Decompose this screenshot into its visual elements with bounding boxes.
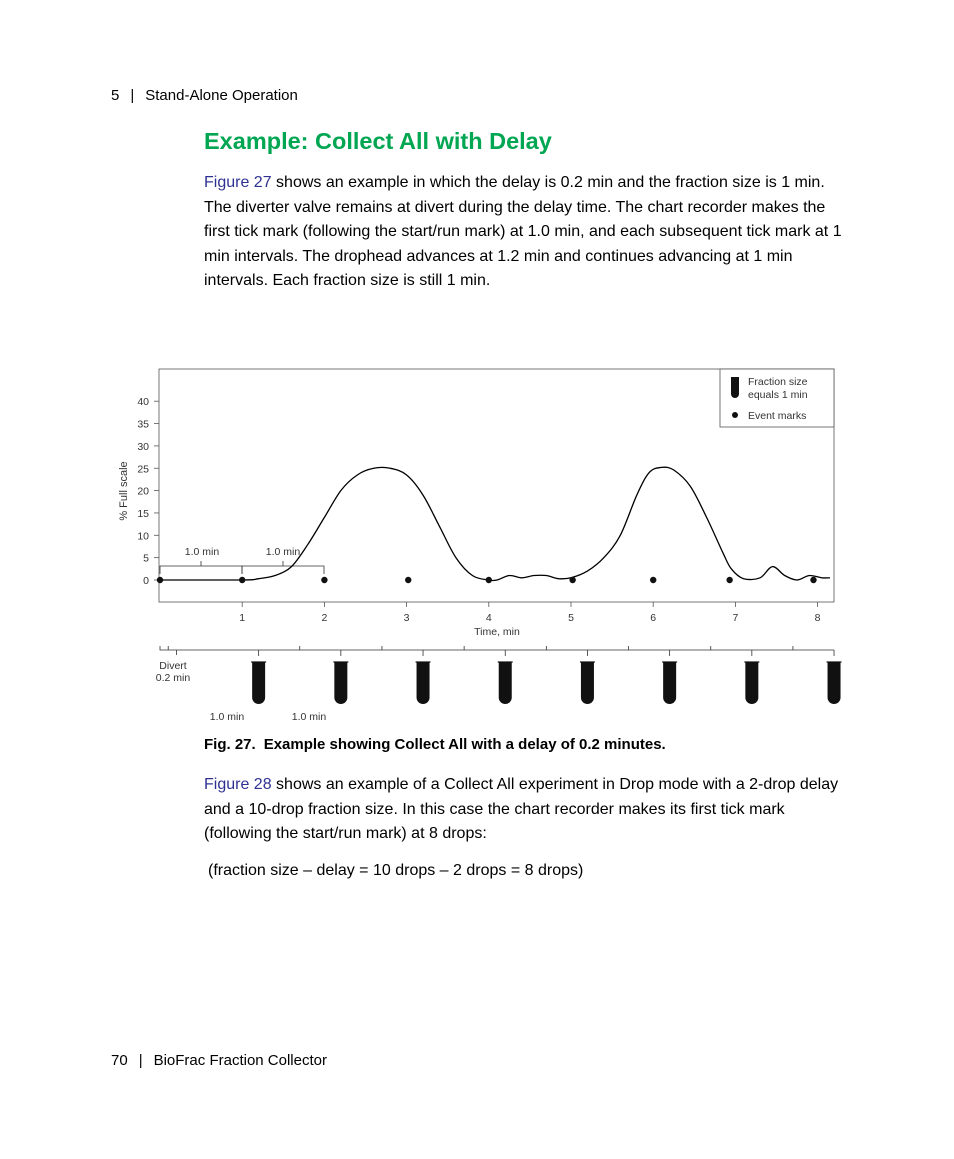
fraction-tube-icon <box>499 662 512 704</box>
figure-28-link[interactable]: Figure 28 <box>204 776 272 793</box>
caption-label: Fig. 27. <box>204 736 256 753</box>
figure-caption <box>204 736 666 753</box>
legend-dot-icon <box>732 412 738 418</box>
interval-label: 1.0 min <box>184 546 220 558</box>
event-mark <box>569 577 575 583</box>
y-tick-label: 0 <box>143 575 149 587</box>
x-tick-label: 4 <box>485 612 492 624</box>
page-number: 70 <box>111 1052 128 1069</box>
legend <box>720 369 834 427</box>
divert-label-line1: Divert <box>159 660 187 672</box>
figure-27-link[interactable]: Figure 27 <box>204 174 272 191</box>
legend-event-label: Event marks <box>748 410 807 422</box>
fraction-tube-icon <box>334 662 347 704</box>
interval-label: 1.0 min <box>265 546 301 558</box>
event-mark <box>239 577 245 583</box>
event-mark <box>810 577 816 583</box>
header-separator: | <box>130 87 135 104</box>
legend-tube-icon <box>731 377 739 398</box>
legend-fraction-line1: Fraction size <box>748 376 808 388</box>
fraction-tube-icon <box>252 662 265 704</box>
y-tick-label: 30 <box>137 440 149 453</box>
y-tick-label: 20 <box>137 485 149 498</box>
y-tick-label: 5 <box>143 552 149 565</box>
x-tick-label: 2 <box>321 612 328 624</box>
fraction-tube-icon <box>581 662 594 704</box>
y-axis-label: % Full scale <box>118 461 130 521</box>
y-tick-label: 15 <box>137 507 149 520</box>
intro-text: shows an example in which the delay is 0.2 min and the fraction size is 1 min. The diverter valve remains at divert during the delay time. The chart recorder makes the first tick mark (following the start/run mark) at 1.0 min, and each subsequent tick mark at 1 min intervals. The drophead advances at 1.2 min and continues advancing at 1 min intervals. Each fraction size is still 1 min. <box>204 174 842 290</box>
detector-trace <box>160 467 830 580</box>
x-tick-label: 8 <box>814 612 821 624</box>
event-mark <box>321 577 327 583</box>
x-tick-label: 3 <box>403 612 410 624</box>
doc-title: BioFrac Fraction Collector <box>153 1052 327 1069</box>
caption-text: Example showing Collect All with a delay of 0.2 minutes. <box>263 736 666 753</box>
running-footer <box>111 1052 327 1069</box>
event-mark <box>486 577 492 583</box>
event-mark <box>726 577 732 583</box>
y-tick-label: 10 <box>137 530 149 543</box>
drop-mode-text: shows an example of a Collect All experiment in Drop mode with a 2-drop delay and a 10-drop fraction size. In this case the chart recorder makes its first tick mark (following the start/run mark) at 8 drops: <box>204 776 839 843</box>
interval-brackets <box>160 546 324 574</box>
fraction-label: 1.0 min <box>291 711 327 723</box>
x-tick-label: 1 <box>239 612 246 624</box>
event-marks <box>157 577 817 583</box>
fraction-tube-icon <box>663 662 676 704</box>
footer-separator: | <box>138 1052 143 1069</box>
x-axis <box>239 602 820 624</box>
fraction-tube-icon <box>828 662 841 704</box>
legend-fraction-line2: equals 1 min <box>748 389 808 401</box>
x-tick-label: 7 <box>732 612 739 624</box>
section-title: Stand-Alone Operation <box>145 87 298 104</box>
fraction-tube-icon <box>417 662 430 704</box>
interval-bracket <box>160 561 242 574</box>
fraction-tube-icon <box>745 662 758 704</box>
y-axis <box>137 396 159 587</box>
y-tick-label: 25 <box>137 463 149 476</box>
page-title: Example: Collect All with Delay <box>204 128 552 154</box>
formula: (fraction size – delay = 10 drops – 2 drops = 8 drops) <box>208 862 584 879</box>
timeline-bracket <box>160 646 834 656</box>
x-axis-label: Time, min <box>474 626 520 638</box>
event-mark <box>157 577 163 583</box>
event-mark <box>650 577 656 583</box>
event-mark <box>405 577 411 583</box>
y-tick-label: 35 <box>137 418 149 431</box>
x-tick-label: 6 <box>650 612 657 624</box>
section-number: 5 <box>111 87 120 104</box>
fraction-label: 1.0 min <box>209 711 245 723</box>
x-tick-label: 5 <box>568 612 574 624</box>
y-tick-label: 40 <box>137 396 149 409</box>
fraction-timeline <box>160 646 842 704</box>
divert-label-line2: 0.2 min <box>155 672 191 684</box>
drop-mode-paragraph <box>204 773 844 847</box>
